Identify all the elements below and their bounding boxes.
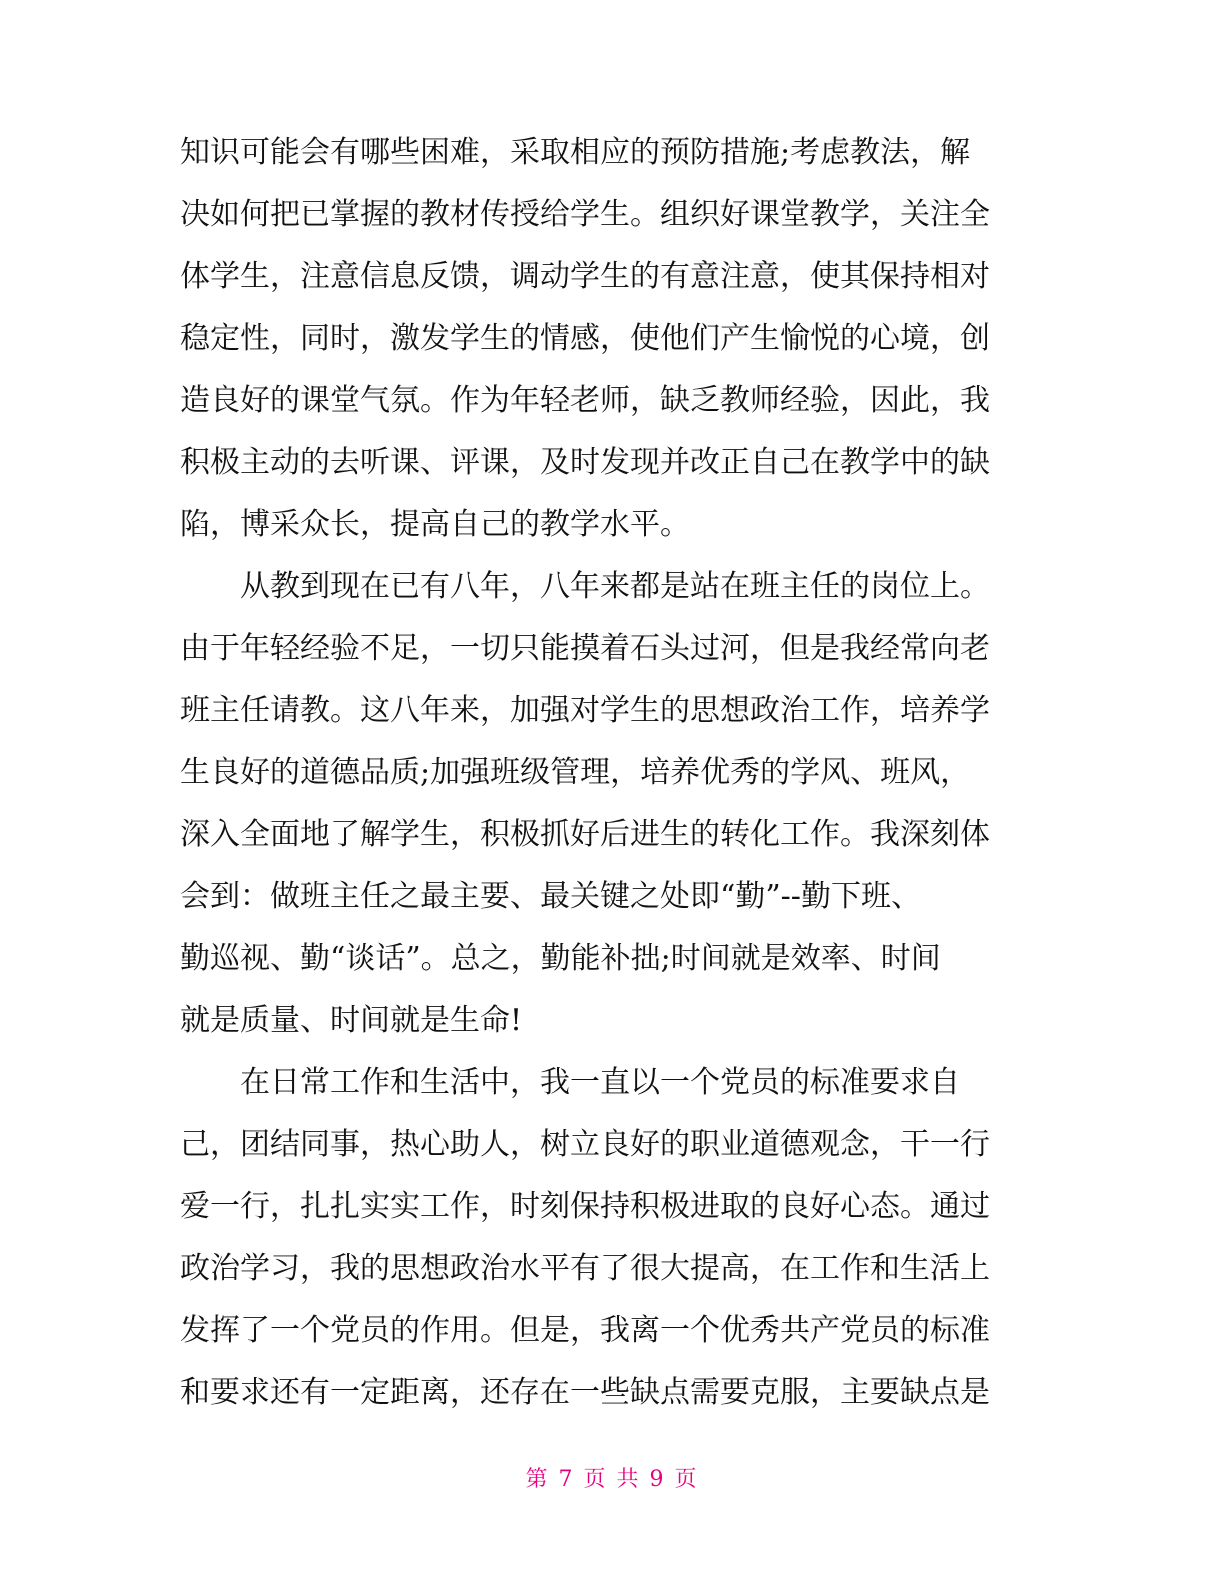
text-line: 造良好的课堂气氛。作为年轻老师，缺乏教师经验，因此，我 xyxy=(180,383,990,418)
text-line: 政治学习，我的思想政治水平有了很大提高，在工作和生活上 xyxy=(180,1251,990,1286)
text-line: 稳定性，同时，激发学生的情感，使他们产生愉悦的心境，创 xyxy=(180,321,990,356)
text-line: 体学生，注意信息反馈，调动学生的有意注意，使其保持相对 xyxy=(180,259,990,294)
document-body xyxy=(180,122,1038,1424)
paragraph-start-line: 从教到现在已有八年，八年来都是站在班主任的岗位上。 xyxy=(240,569,990,604)
text-line: 生良好的道德品质;加强班级管理，培养优秀的学风、班风， xyxy=(180,755,971,790)
text-line: 深入全面地了解学生，积极抓好后进生的转化工作。我深刻体 xyxy=(180,817,990,852)
text-line: 发挥了一个党员的作用。但是，我离一个优秀共产党员的标准 xyxy=(180,1313,990,1348)
text-line: 班主任请教。这八年来，加强对学生的思想政治工作，培养学 xyxy=(180,693,990,728)
text-line: 勤巡视、勤“谈话”。总之，勤能补拙;时间就是效率、时间 xyxy=(180,941,941,976)
text-line: 就是质量、时间就是生命! xyxy=(180,1003,523,1038)
text-line: 会到：做班主任之最主要、最关键之处即“勤”--勤下班、 xyxy=(180,879,921,914)
text-line: 和要求还有一定距离，还存在一些缺点需要克服，主要缺点是 xyxy=(180,1375,990,1410)
text-line: 己，团结同事，热心助人，树立良好的职业道德观念，干一行 xyxy=(180,1127,990,1162)
text-line: 决如何把已掌握的教材传授给学生。组织好课堂教学，关注全 xyxy=(180,197,990,232)
text-line: 爱一行，扎扎实实工作，时刻保持积极进取的良好心态。通过 xyxy=(180,1189,990,1224)
text-line: 陷，博采众长，提高自己的教学水平。 xyxy=(180,507,690,542)
text-line: 由于年轻经验不足，一切只能摸着石头过河，但是我经常向老 xyxy=(180,631,990,666)
text-line: 知识可能会有哪些困难，采取相应的预防措施;考虑教法，解 xyxy=(180,135,971,170)
page-number-footer: 第 7 页 共 9 页 xyxy=(525,1467,699,1492)
paragraph-start-line: 在日常工作和生活中，我一直以一个党员的标准要求自 xyxy=(240,1065,960,1100)
text-line: 积极主动的去听课、评课，及时发现并改正自己在教学中的缺 xyxy=(180,445,990,480)
